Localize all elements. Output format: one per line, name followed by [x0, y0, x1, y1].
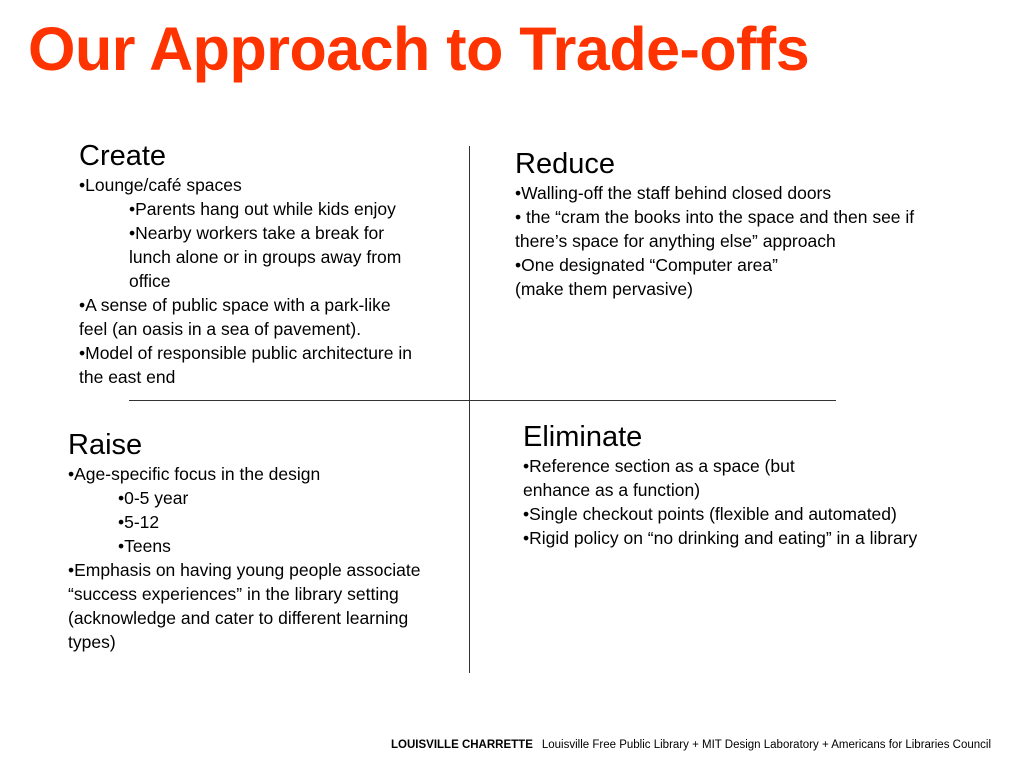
bullet-line: •Rigid policy on “no drinking and eating” in a library — [523, 528, 918, 548]
bullet-line: •One designated “Computer area” — [515, 255, 778, 275]
sub-bullet-line: office — [129, 271, 171, 291]
bullet-line: •Age-specific focus in the design — [68, 464, 321, 484]
sub-bullet-line: •0-5 year — [118, 488, 189, 508]
bullet-line: types) — [68, 632, 116, 652]
bullet-line: • the “cram the books into the space and then see if — [515, 207, 915, 227]
bullet-line: the east end — [79, 367, 176, 387]
quadrant-heading-raise: Raise — [68, 429, 143, 461]
bullet-line: •Emphasis on having young people associate — [68, 560, 421, 580]
slide-title: Our Approach to Trade-offs — [28, 15, 810, 83]
bullet-line: there’s space for anything else” approach — [515, 231, 836, 251]
bullet-line: feel (an oasis in a sea of pavement). — [79, 319, 362, 339]
bullet-line: (acknowledge and cater to different learning — [68, 608, 409, 628]
footer-partners: Louisville Free Public Library + MIT Design Laboratory + Americans for Libraries Council — [541, 739, 991, 751]
vertical-divider — [469, 146, 470, 673]
bullet-line: •Model of responsible public architecture in — [79, 343, 412, 363]
sub-bullet-line: •Nearby workers take a break for — [129, 223, 385, 243]
sub-bullet-line: •Teens — [118, 536, 171, 556]
quadrant-heading-reduce: Reduce — [515, 148, 615, 180]
bullet-line: enhance as a function) — [523, 480, 701, 500]
quadrant-create — [79, 139, 412, 389]
bullet-line: •Lounge/café spaces — [79, 175, 242, 195]
sub-bullet-line: lunch alone or in groups away from — [129, 247, 402, 267]
bullet-line: (make them pervasive) — [515, 279, 693, 299]
bullet-line: •Single checkout points (flexible and automated) — [523, 504, 897, 524]
footer — [391, 739, 991, 751]
sub-bullet-line: •5-12 — [118, 512, 160, 532]
quadrant-reduce — [515, 147, 914, 301]
bullet-line: •Walling-off the staff behind closed doors — [515, 183, 832, 203]
quadrant-heading-create: Create — [79, 140, 167, 172]
bullet-line: •Reference section as a space (but — [523, 456, 795, 476]
quadrant-raise — [68, 428, 420, 654]
bullet-line: •A sense of public space with a park-like — [79, 295, 391, 315]
footer-org: LOUISVILLE CHARRETTE — [391, 739, 533, 751]
quadrant-heading-eliminate: Eliminate — [523, 421, 643, 453]
quadrant-eliminate — [523, 420, 917, 550]
sub-bullet-line: •Parents hang out while kids enjoy — [129, 199, 396, 219]
horizontal-divider — [129, 400, 836, 401]
bullet-line: “success experiences” in the library setting — [68, 584, 399, 604]
